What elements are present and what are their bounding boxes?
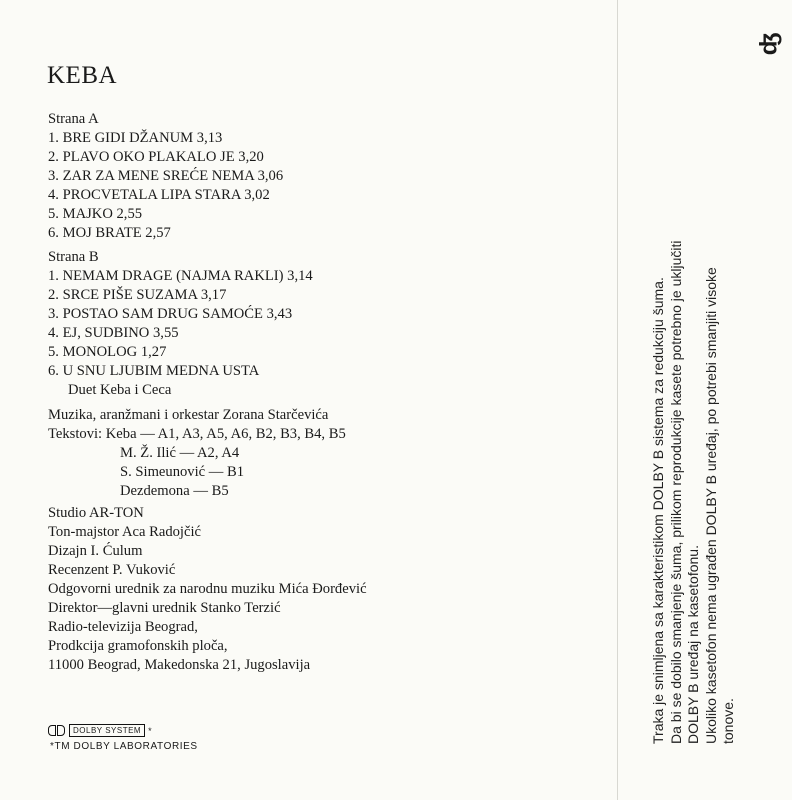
credits <box>48 406 346 501</box>
track-item: 3. ZAR ZA MENE SREĆE NEMA 3,06 <box>48 168 284 184</box>
lyrics-credit: M. Ž. Ilić — A2, A4 <box>120 445 240 461</box>
duet-note: Duet Keba i Ceca <box>68 382 172 398</box>
dolby-notice-vertical <box>650 241 738 744</box>
lyrics-credit: S. Simeunović — B1 <box>120 464 245 480</box>
production-credits <box>48 504 367 675</box>
side-a-tracklist <box>48 110 283 243</box>
notice-line: DOLBY B uređaj na kasetofonu. <box>685 545 701 744</box>
side-b-heading: Strana B <box>48 249 99 265</box>
production-line: Prodkcija gramofonskih ploča, <box>48 638 228 654</box>
track-item: 1. BRE GIDI DŽANUM 3,13 <box>48 130 223 146</box>
artist-title: KEBA <box>47 62 118 89</box>
notice-line: tonove. <box>720 698 736 744</box>
dolby-logo <box>48 724 152 737</box>
track-item: 2. SRCE PIŠE SUZAMA 3,17 <box>48 287 227 303</box>
notice-line: Traka je snimljena sa karakteristikom DOLBY B sistema za redukciju šuma. <box>650 277 666 744</box>
production-line: Direktor—glavni urednik Stanko Terzić <box>48 600 281 616</box>
track-item: 1. NEMAM DRAGE (NAJMA RAKLI) 3,14 <box>48 268 313 284</box>
production-line: Radio-televizija Beograd, <box>48 619 198 635</box>
production-line: 11000 Beograd, Makedonska 21, Jugoslavija <box>48 657 311 673</box>
side-a-heading: Strana A <box>48 111 99 127</box>
track-item: 4. EJ, SUDBINO 3,55 <box>48 325 179 341</box>
track-item: 6. U SNU LJUBIM MEDNA USTA <box>48 363 260 379</box>
track-item: 5. MONOLOG 1,27 <box>48 344 167 360</box>
track-item: 5. MAJKO 2,55 <box>48 206 143 222</box>
production-line: Dizajn I. Ćulum <box>48 543 143 559</box>
track-item: 3. POSTAO SAM DRUG SAMOĆE 3,43 <box>48 306 293 322</box>
production-line: Ton-majstor Aca Radojčić <box>48 524 201 540</box>
music-credit: Muzika, aranžmani i orkestar Zorana Starčevića <box>48 407 329 423</box>
notice-line: Da bi se dobilo smanjenje šuma, prilikom reprodukcije kasete potrebno je uključiti <box>667 240 684 744</box>
track-item: 4. PROCVETALA LIPA STARA 3,02 <box>48 187 270 203</box>
lyrics-credit: Tekstovi: Keba — A1, A3, A5, A6, B2, B3, B4, B5 <box>48 426 346 442</box>
production-line: Recenzent P. Vuković <box>48 562 176 578</box>
corner-glyph: ʤ <box>755 32 783 56</box>
track-item: 2. PLAVO OKO PLAKALO JE 3,20 <box>48 149 264 165</box>
lyrics-credit: Dezdemona — B5 <box>120 483 229 499</box>
asterisk-mark: * <box>148 725 152 736</box>
production-line: Odgovorni urednik za narodnu muziku Mića Đorđević <box>48 581 367 597</box>
side-b-tracklist <box>48 248 313 400</box>
dolby-system-label: DOLBY SYSTEM <box>69 724 145 737</box>
dolby-trademark: *TM DOLBY LABORATORIES <box>50 741 198 752</box>
track-item: 6. MOJ BRATE 2,57 <box>48 225 171 241</box>
dolby-double-d-icon <box>48 725 65 736</box>
fold-line <box>617 0 618 800</box>
notice-line: Ukoliko kasetofon nema ugrađen DOLBY B uređaj, po potrebi smanjiti visoke <box>702 267 719 744</box>
production-line: Studio AR-TON <box>48 505 144 521</box>
